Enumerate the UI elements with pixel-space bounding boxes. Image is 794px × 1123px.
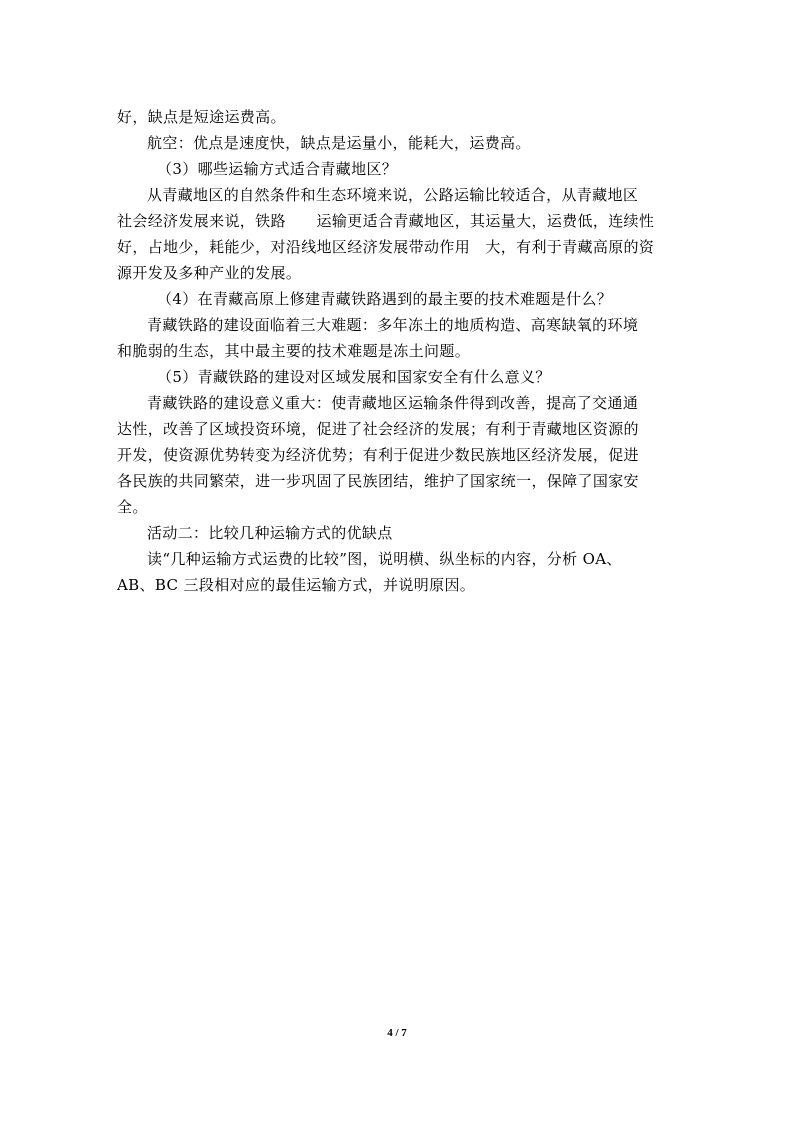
text-line: 活动二：比较几种运输方式的优缺点: [147, 524, 393, 542]
text-line: 好，缺点是短途运费高。: [117, 108, 286, 126]
text-line: 航空：优点是速度快，缺点是运量小，能耗大，运费高。: [147, 134, 531, 152]
text-line: 读“几种运输方式运费的比较”图，说明横、纵坐标的内容，分析 OA、: [147, 550, 622, 568]
paragraph-rail-advantages: [117, 104, 679, 130]
text-line: 社会经济发展来说，铁路 运输更适合青藏地区，其运量大，运费低，连续性: [117, 212, 655, 230]
activity-2-heading: [117, 520, 679, 546]
text-line: 青藏铁路的建设意义重大：使青藏地区运输条件得到改善，提高了交通通: [147, 394, 639, 412]
answer-5: [117, 390, 679, 520]
text-line: 和脆弱的生态，其中最主要的技术难题是冻土问题。: [117, 342, 471, 360]
page-number: 4 / 7: [387, 1027, 407, 1039]
question-5: [117, 364, 679, 390]
question-4: [117, 286, 679, 312]
text-line: 开发，使资源优势转变为经济优势；有利于促进少数民族地区经济发展，促进: [117, 446, 639, 464]
answer-4: [117, 312, 679, 364]
activity-2-instruction: [117, 546, 679, 598]
text-line: 达性，改善了区域投资环境，促进了社会经济的发展；有利于青藏地区资源的: [117, 420, 639, 438]
text-line: （4）在青藏高原上修建青藏铁路遇到的最主要的技术难题是什么？: [157, 290, 613, 308]
text-line: 好，占地少，耗能少，对沿线地区经济发展带动作用 大，有利于青藏高原的资: [117, 238, 655, 256]
paragraph-air-transport: [117, 130, 679, 156]
text-line: 从青藏地区的自然条件和生态环境来说，公路运输比较适合，从青藏地区: [147, 186, 639, 204]
text-line: 青藏铁路的建设面临着三大难题：多年冻土的地质构造、高寒缺氧的环境: [147, 316, 639, 334]
text-line: （5）青藏铁路的建设对区域发展和国家安全有什么意义？: [157, 368, 551, 386]
text-line: 各民族的共同繁荣，进一步巩固了民族团结，维护了国家统一，保障了国家安: [117, 472, 639, 490]
question-3: [117, 156, 679, 182]
text-line: AB、BC 三段相对应的最佳运输方式，并说明原因。: [117, 576, 476, 594]
document-body: [117, 104, 679, 598]
text-line: （3）哪些运输方式适合青藏地区？: [157, 160, 398, 178]
answer-3: [117, 182, 679, 286]
text-line: 源开发及多种产业的发展。: [117, 264, 302, 282]
text-line: 全。: [117, 498, 148, 516]
